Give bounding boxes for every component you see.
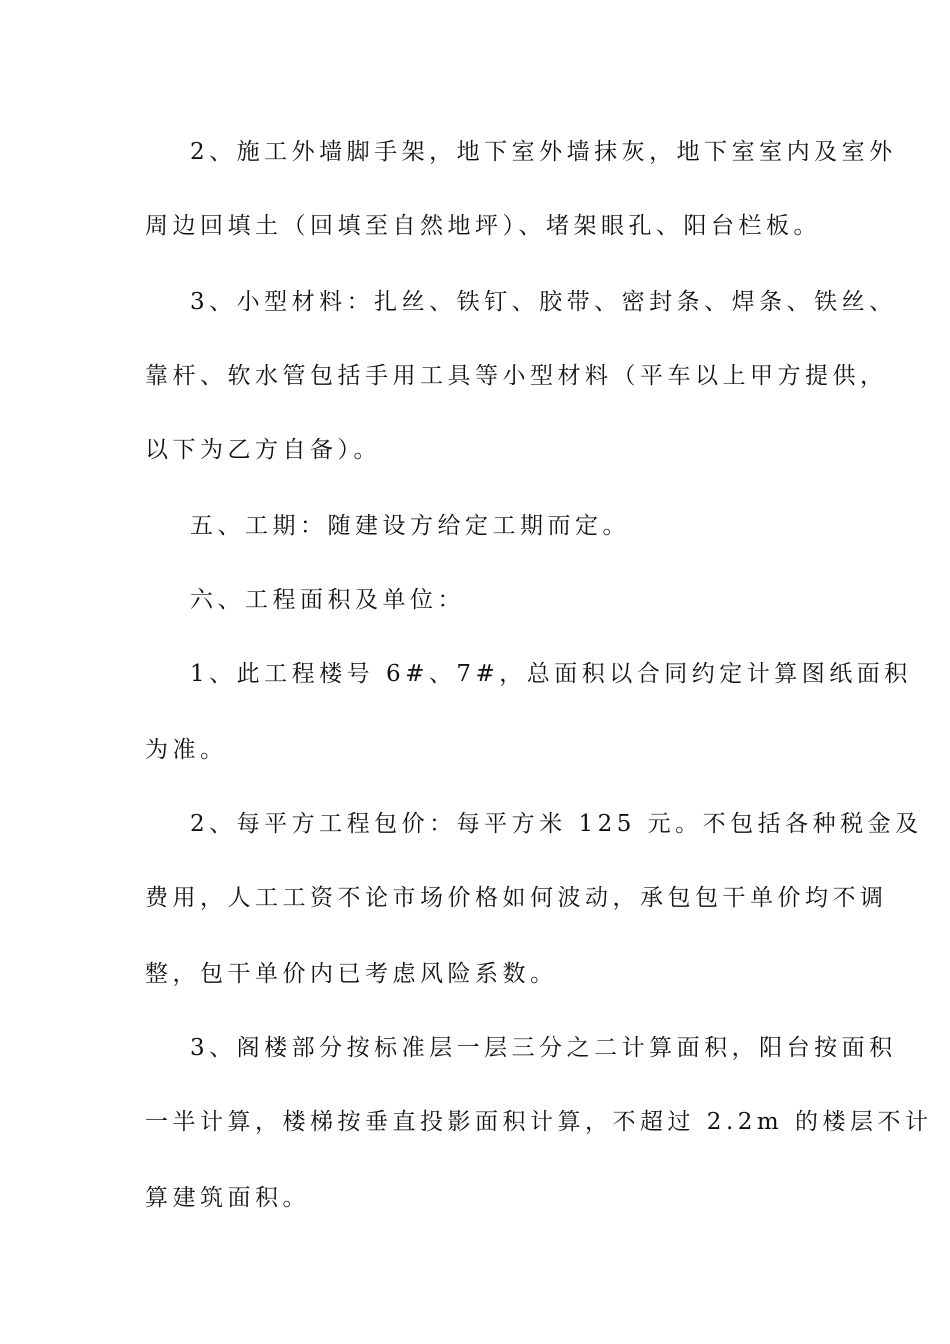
item-2-price-line-3: 整，包干单价内已考虑风险系数。 [145,961,558,987]
item-1-area-line-2: 为准。 [145,737,228,763]
item-2-price-line-2: 费用，人工工资不论市场价格如何波动，承包包干单价均不调 [145,885,888,911]
item-1-area-line-1: 1、此工程楼号 6#、7#，总面积以合同约定计算图纸面积 [190,661,912,687]
paragraph-3-materials-line-1: 3、小型材料：扎丝、铁钉、胶带、密封条、焊条、铁丝、 [190,289,897,315]
item-2-price-line-1: 2、每平方工程包价：每平方米 125 元。不包括各种税金及 [190,811,923,837]
paragraph-3-materials-line-2: 靠杆、软水管包括手用工具等小型材料（平车以上甲方提供， [145,363,888,389]
item-3-attic-line-2: 一半计算，楼梯按垂直投影面积计算，不超过 2.2m 的楼层不计 [145,1109,933,1135]
paragraph-2-scaffold-line-1: 2、施工外墙脚手架，地下室外墙抹灰，地下室室内及室外 [190,139,897,165]
item-3-attic-line-3: 算建筑面积。 [145,1185,310,1211]
paragraph-2-scaffold-line-2: 周边回填土（回填至自然地坪）、堵架眼孔、阳台栏板。 [145,213,821,239]
section-6-heading: 六、工程面积及单位： [190,587,465,613]
paragraph-3-materials-line-3: 以下为乙方自备）。 [145,437,381,463]
item-3-attic-line-1: 3、阁楼部分按标准层一层三分之二计算面积，阳台按面积 [190,1035,897,1061]
section-5-schedule: 五、工期：随建设方给定工期而定。 [190,513,630,539]
